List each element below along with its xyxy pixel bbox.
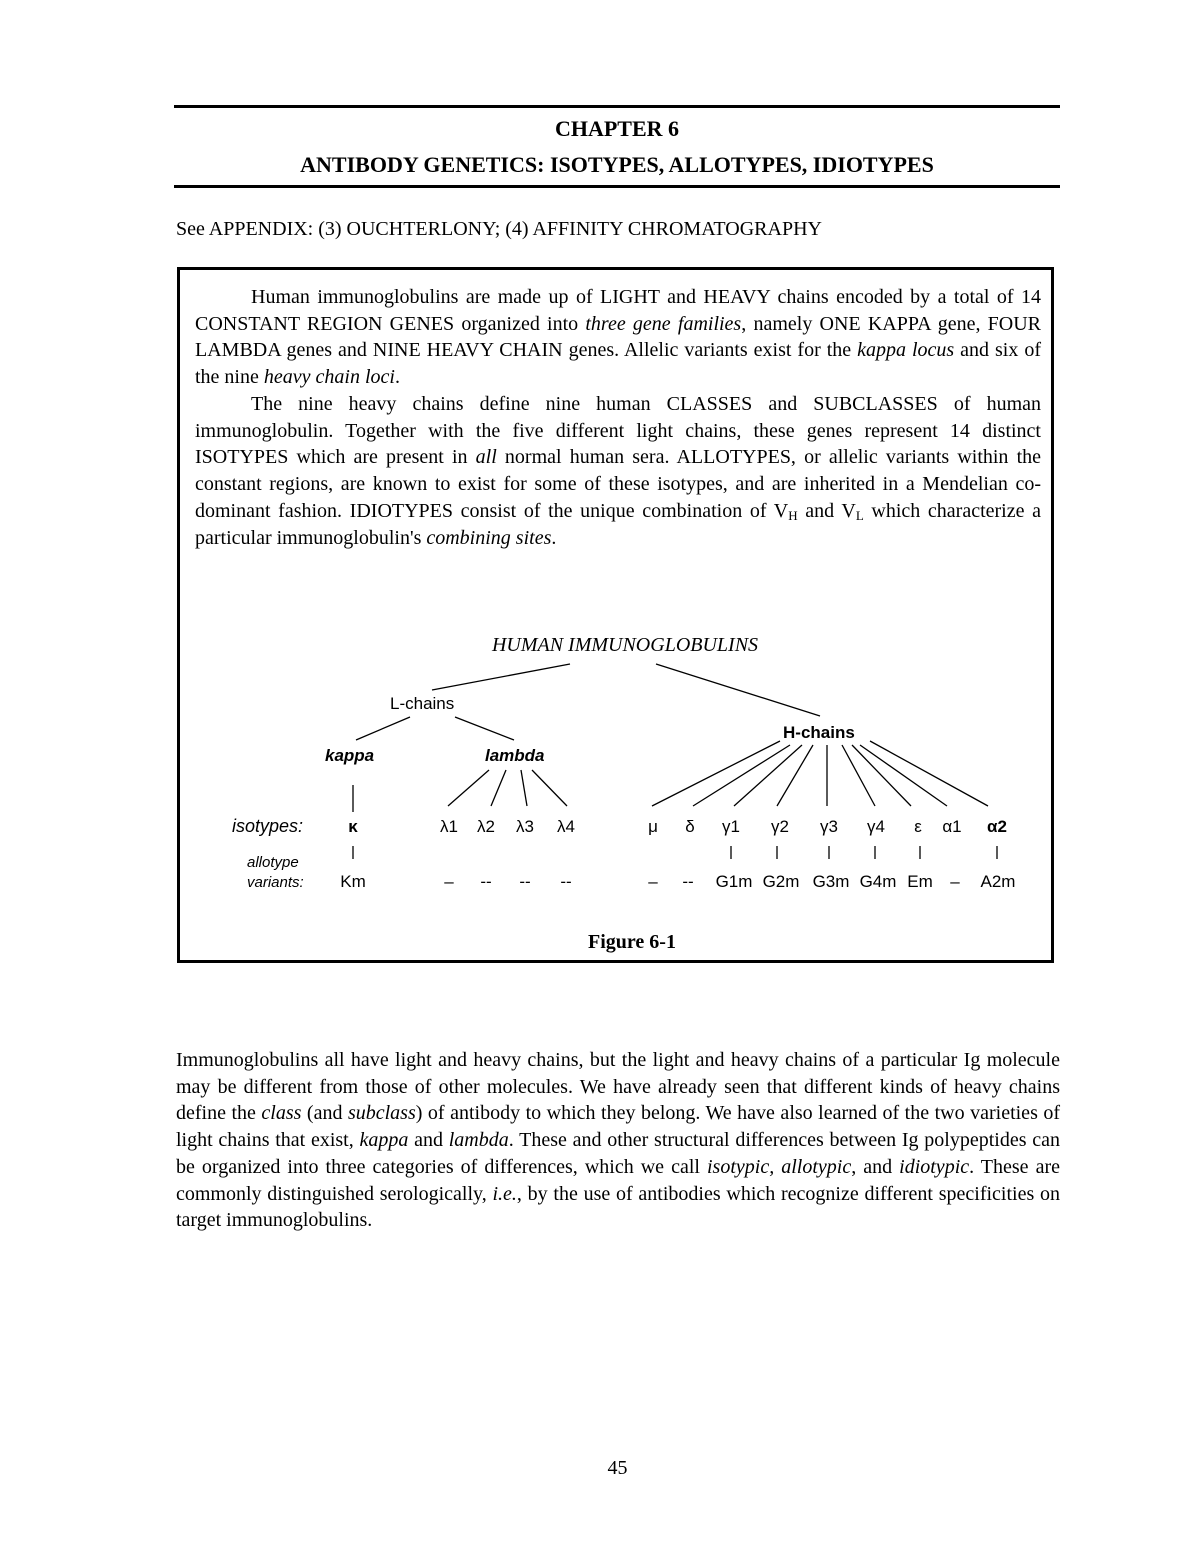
isotype-gamma2: γ2 bbox=[771, 817, 789, 836]
allotype-g2m: G2m bbox=[762, 872, 800, 891]
allotype-label-line2: variants: bbox=[247, 874, 304, 891]
figure-caption: Figure 6-1 bbox=[588, 931, 676, 953]
lambda-label: lambda bbox=[485, 746, 545, 765]
allotype-a2m: A2m bbox=[980, 872, 1016, 891]
isotype-lambda2: λ2 bbox=[477, 817, 495, 836]
isotype-alpha1: α1 bbox=[942, 817, 962, 836]
isotype-kappa: κ bbox=[348, 817, 358, 836]
isotype-epsilon: ε bbox=[914, 817, 922, 836]
isotype-gamma4: γ4 bbox=[867, 817, 885, 836]
kappa-label: kappa bbox=[325, 746, 375, 765]
box-paragraph-2: The nine heavy chains define nine human CLASSES and SUBCLASSES of human immunoglobulin. Together with the five different light chains, these genes represent 14 distinct ISOTYPES which are present in all normal human sera. ALLOTYPES, or allelic variants within the constant regions, are known to exist for some of these isotypes, and are inherited in a Mendelian co-dominant fashion. IDIOTYPES consist of the unique combination of $V_H$ and $V_L$ which characterize a particular immunoglobulin's combining sites. bbox=[195, 393, 1041, 549]
box-paragraph-1: Human immunoglobulins are made up of LIGHT and HEAVY chains encoded by a total of 14 CONSTANT REGION GENES organized into three gene families, namely ONE KAPPA gene, FOUR LAMBDA genes and NINE HEAVY CHAIN genes. Allelic variants exist for the kappa locus and six of the nine heavy chain loci. bbox=[195, 286, 1042, 389]
allotype-alpha1: – bbox=[950, 872, 960, 891]
allotype-g1m: G1m bbox=[715, 872, 753, 891]
isotype-gamma3: γ3 bbox=[820, 817, 838, 836]
isotype-lambda1: λ1 bbox=[440, 817, 458, 836]
chapter-number: CHAPTER 6 bbox=[554, 116, 680, 141]
isotype-gamma1: γ1 bbox=[722, 817, 740, 836]
appendix-reference: See APPENDIX: (3) OUCHTERLONY; (4) AFFINITY CHROMATOGRAPHY bbox=[176, 218, 822, 240]
allotype-em: Em bbox=[907, 872, 933, 891]
l-chains-label: L-chains bbox=[390, 694, 455, 713]
chapter-title: ANTIBODY GENETICS: ISOTYPES, ALLOTYPES, IDIOTYPES bbox=[300, 152, 934, 177]
isotype-lambda4: λ4 bbox=[557, 817, 575, 836]
allotype-lambda3: -- bbox=[519, 872, 531, 891]
allotype-lambda4: -- bbox=[560, 872, 572, 891]
isotype-delta: δ bbox=[685, 817, 695, 836]
isotype-mu: μ bbox=[648, 817, 658, 836]
allotype-lambda1: – bbox=[444, 872, 454, 891]
allotype-g4m: G4m bbox=[859, 872, 897, 891]
h-chains-label: H-chains bbox=[783, 723, 855, 742]
diagram-title: HUMAN IMMUNOGLOBULINS bbox=[491, 634, 759, 656]
isotypes-label: isotypes: bbox=[232, 816, 304, 836]
isotype-lambda3: λ3 bbox=[516, 817, 534, 836]
allotype-g3m: G3m bbox=[812, 872, 850, 891]
allotype-mu: – bbox=[648, 872, 658, 891]
body-paragraph: Immunoglobulins all have light and heavy chains, but the light and heavy chains of a particular Ig molecule may be different from those of other molecules. We have already seen that different kinds of heavy chains define the class (and subclass) of antibody to which they belong. We have also learned of the two varieties of light chains that exist, kappa and lambda. These and other structural differences between Ig polypeptides can be organized into three categories of differences, which we call isotypic, allotypic, and idiotypic. These are commonly distinguished serologically, i.e., by the use of antibodies which recognize different specificities on target immunoglobulins. bbox=[176, 1049, 1061, 1232]
allotype-km: Km bbox=[340, 872, 366, 891]
allotype-label-line1: allotype bbox=[247, 854, 299, 871]
isotype-alpha2: α2 bbox=[987, 817, 1007, 836]
allotype-delta: -- bbox=[682, 872, 694, 891]
allotype-lambda2: -- bbox=[480, 872, 492, 891]
page-number: 45 bbox=[607, 1457, 628, 1479]
